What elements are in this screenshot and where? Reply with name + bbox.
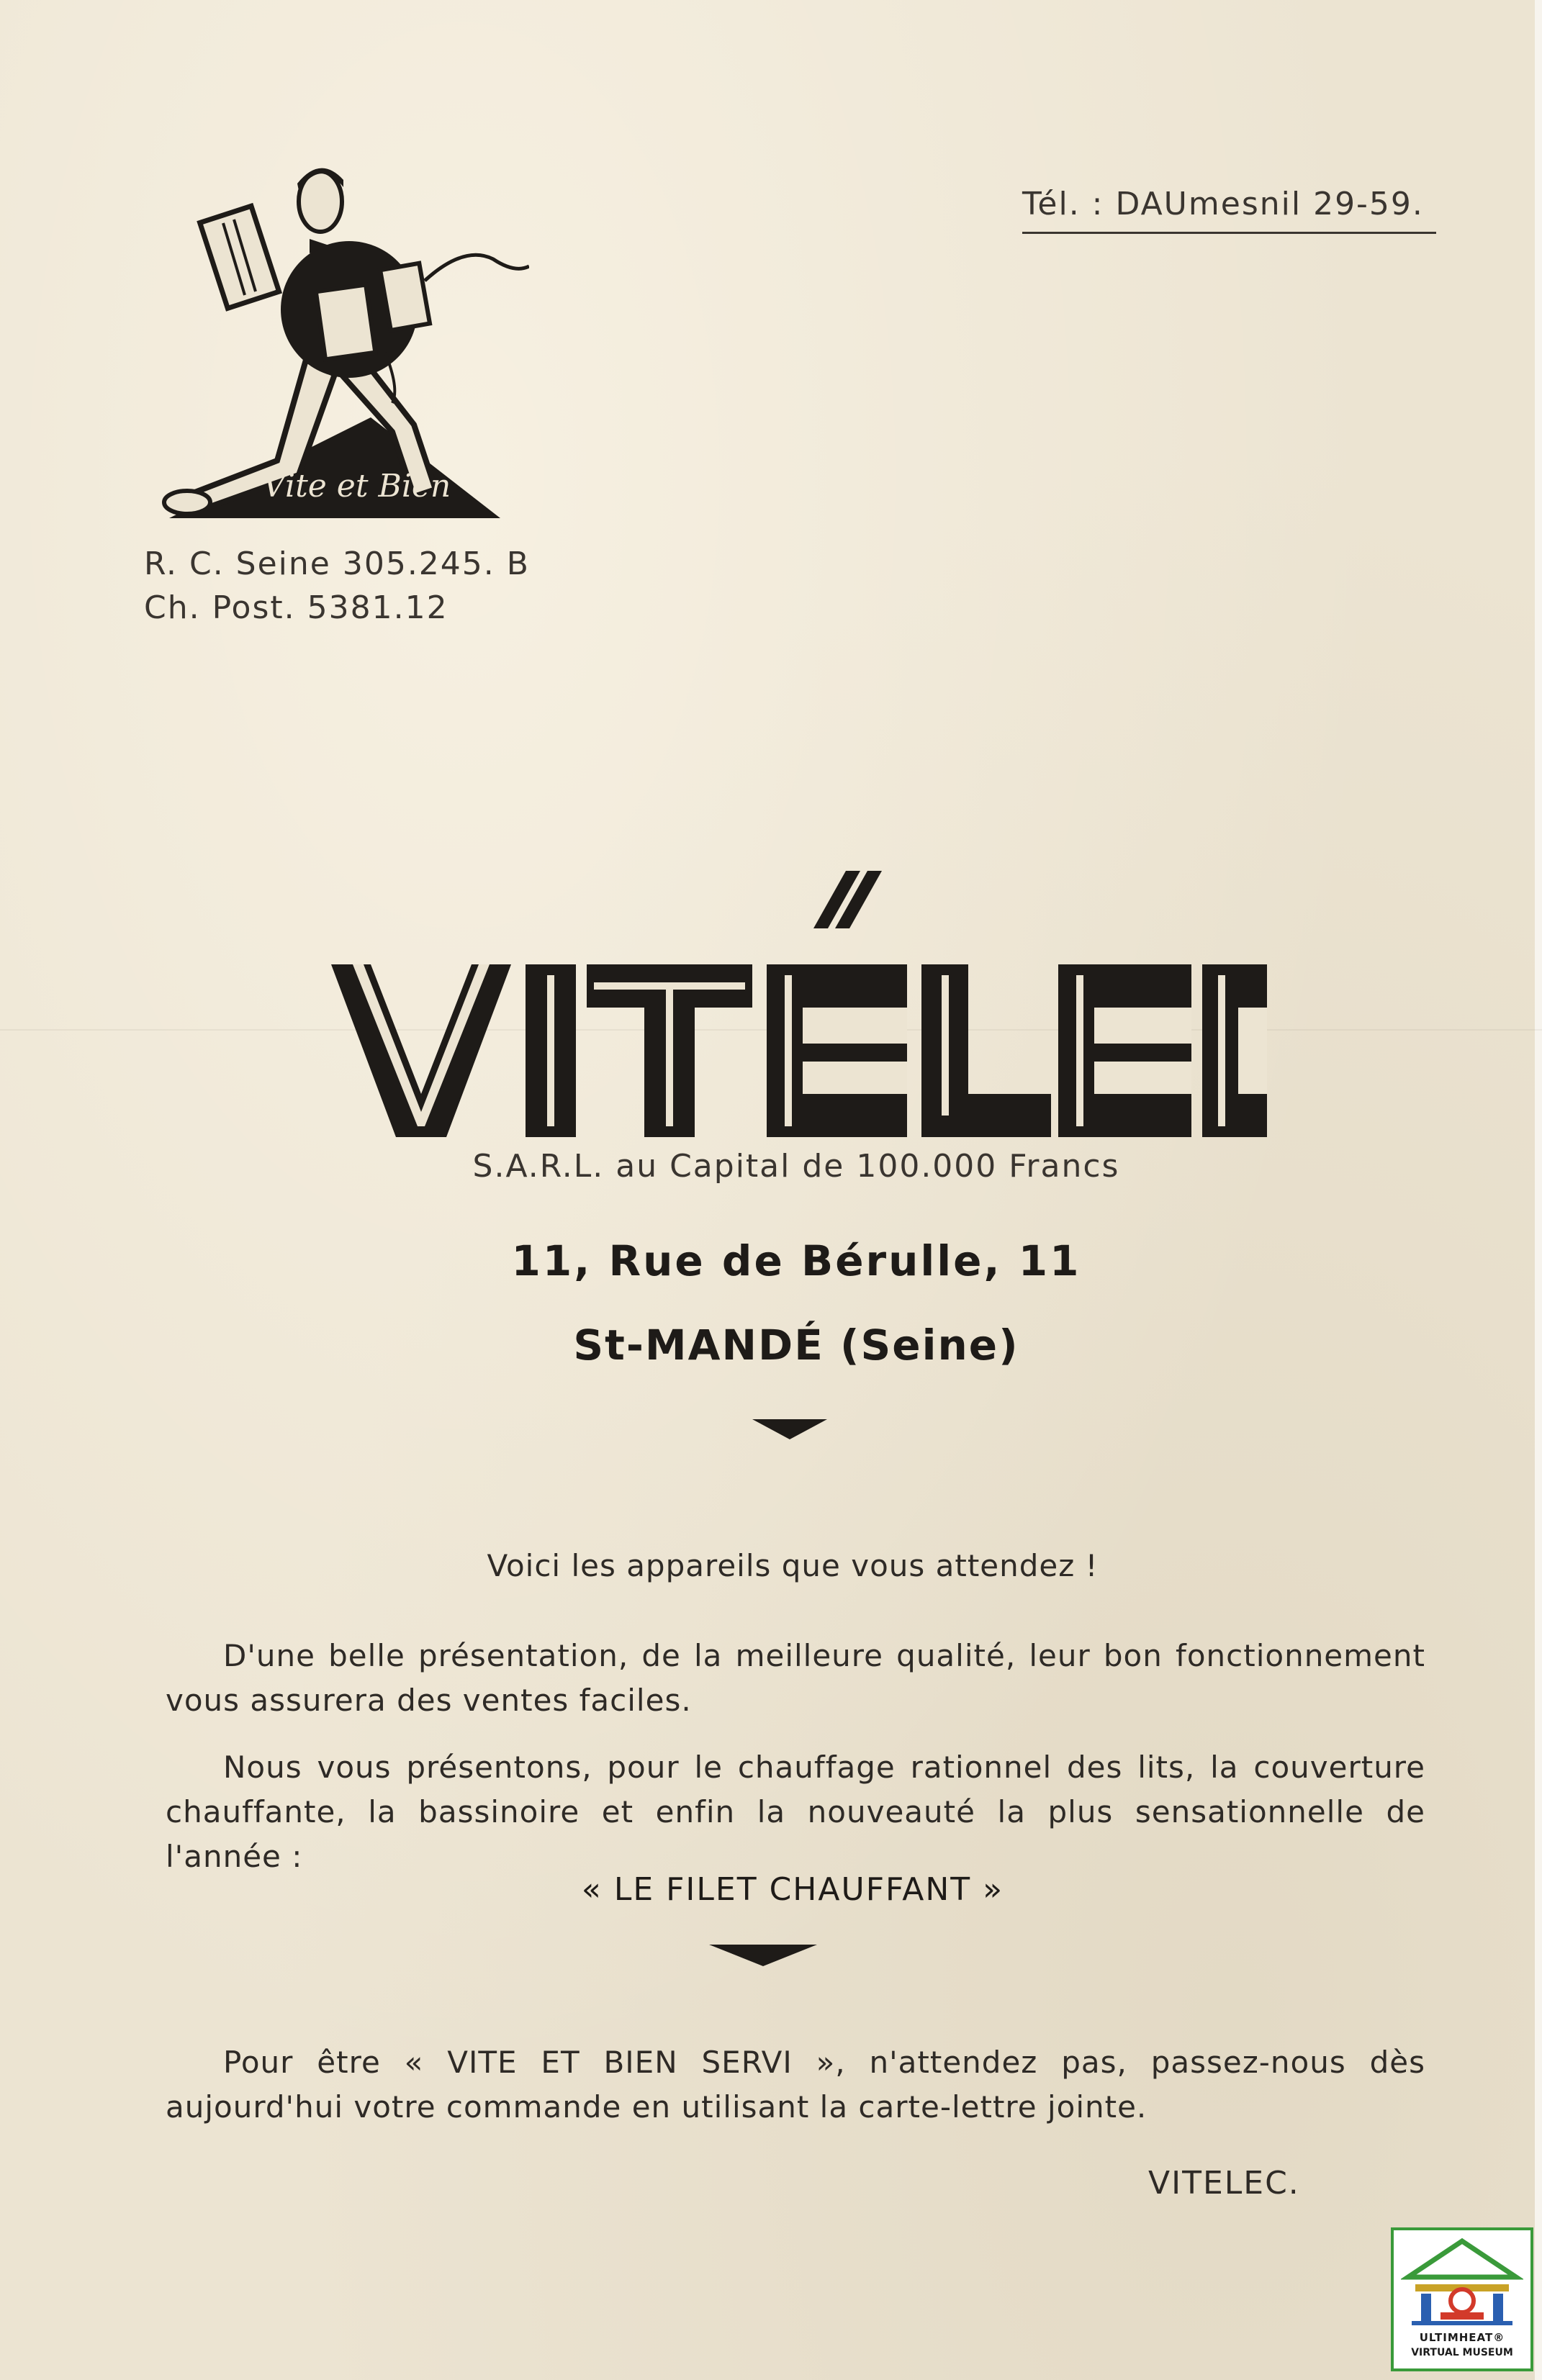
logo-slogan-text: Vite et Bien [263, 468, 451, 504]
product-highlight: « LE FILET CHAUFFANT » [581, 1871, 1004, 1908]
city-address: St-MANDÉ (Seine) [573, 1321, 1019, 1370]
paragraph-quality: D'une belle présentation, de la meilleure qualité, leur bon fonctionnement vous assurera des ventes faciles. [166, 1638, 1425, 1718]
watermark-subtitle: VIRTUAL MUSEUM [1411, 2347, 1513, 2358]
vite-et-bien-logo [155, 158, 529, 540]
street-address: 11, Rue de Bérulle, 11 [511, 1236, 1081, 1285]
legal-form: S.A.R.L. au Capital de 100.000 Francs [472, 1148, 1120, 1185]
museum-building-icon [1401, 2238, 1523, 2327]
triangle-divider-icon [709, 1945, 817, 1966]
signature: VITELEC. [1148, 2165, 1300, 2202]
telephone-underline [1022, 232, 1436, 234]
paragraph-order: Pour être « VITE ET BIEN SERVI », n'attendez pas, passez-nous dès aujourd'hui votre commande en utilisant la carte-lettre jointe. [166, 2045, 1425, 2125]
page-edge [1535, 0, 1542, 2380]
vitelec-wordmark [331, 871, 1267, 1137]
museum-watermark [1391, 2227, 1533, 2371]
postal-account: Ch. Post. 5381.12 [144, 589, 448, 626]
intro-sentence: Voici les appareils que vous attendez ! [487, 1548, 1099, 1583]
watermark-brand: ULTIMHEAT® [1419, 2331, 1505, 2344]
triangle-divider-icon [752, 1419, 827, 1439]
trade-registration: R. C. Seine 305.245. B [144, 546, 530, 582]
telephone-number: Tél. : DAUmesnil 29-59. [1022, 186, 1424, 222]
paragraph-products: Nous vous présentons, pour le chauffage rationnel des lits, la couverture chauffante, la bassinoire et enfin la nouveauté la plus sensationnelle de l'année : [166, 1750, 1425, 1874]
